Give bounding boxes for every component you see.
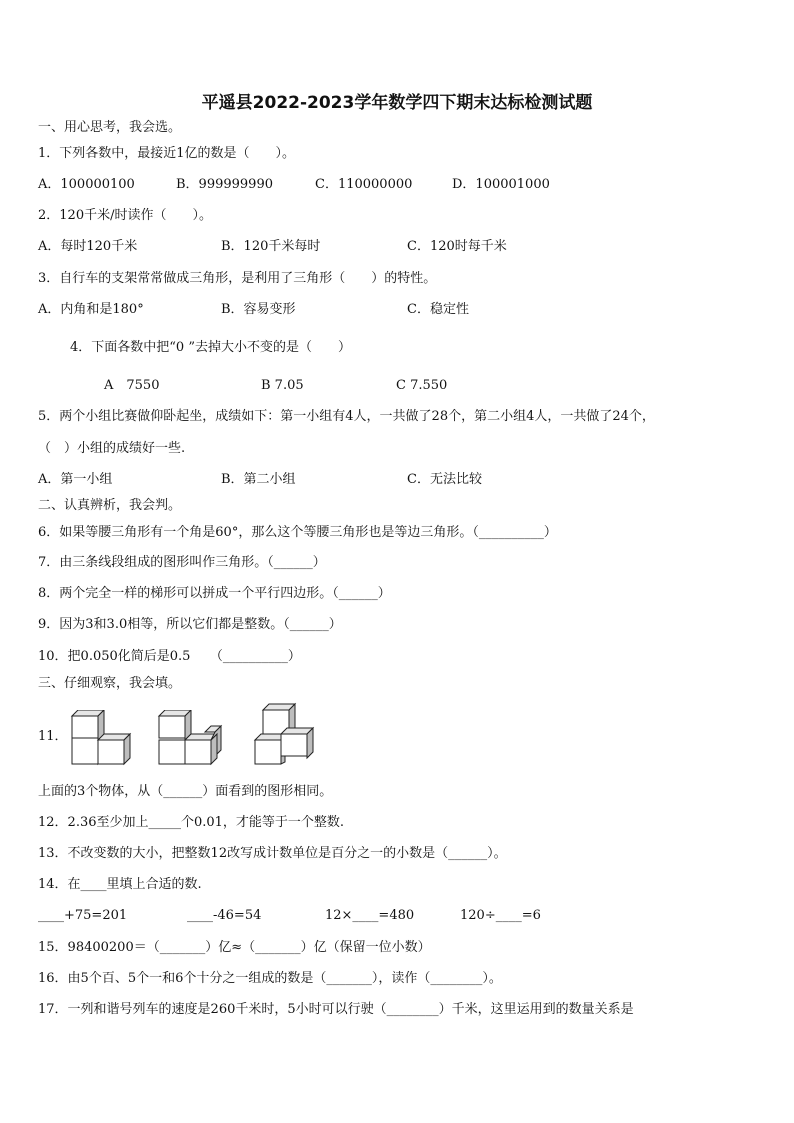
question-7: 7．由三条线段组成的图形叫作三角形。（______） [38, 555, 326, 570]
question-2-stem: 2．120千米/时读作（ ）。 [38, 208, 212, 223]
question-3-stem: 3．自行车的支架常常做成三角形，是利用了三角形（ ）的特性。 [38, 271, 437, 286]
question-11-text: 上面的3个物体，从（______）面看到的图形相同。 [38, 784, 333, 799]
question-1-option-a: A．100000100 [38, 177, 135, 192]
question-13: 13．不改变数的大小，把整数12改写成计数单位是百分之一的小数是（______）。 [38, 846, 507, 861]
question-6: 6．如果等腰三角形有一个角是60°，那么这个等腰三角形也是等边三角形。（__________） [38, 525, 557, 540]
section-heading-3: 三、仔细观察，我会填。 [38, 676, 182, 691]
question-4-option-c: C 7.550 [396, 378, 448, 393]
question-1-stem: 1．下列各数中，最接近1亿的数是（ ）。 [38, 146, 296, 161]
question-11-number: 11． [38, 729, 68, 744]
question-2-option-a: A．每时120千米 [38, 239, 138, 254]
question-14-stem: 14．在____里填上合适的数. [38, 877, 202, 892]
question-5-line2: （ ）小组的成绩好一些. [38, 441, 186, 456]
question-4-stem: 4．下面各数中把“0 ”去掉大小不变的是（ ） [70, 340, 351, 355]
question-8: 8．两个完全一样的梯形可以拼成一个平行四边形。（______） [38, 586, 391, 601]
question-4-option-a: A 7550 [104, 378, 160, 393]
question-12: 12．2.36至少加上_____个0.01，才能等于一个整数. [38, 815, 345, 830]
page-title: 平遥县2022-2023学年数学四下期末达标检测试题 [201, 93, 593, 113]
question-5-option-c: C．无法比较 [407, 472, 482, 487]
question-14-expr-3: 12×____=480 [325, 908, 415, 923]
question-1-option-c: C．110000000 [315, 177, 413, 192]
question-3-option-a: A．内角和是180° [38, 302, 144, 317]
question-15: 15．98400200＝（_______）亿≈（_______）亿（保留一位小数） [38, 940, 431, 955]
cube-figure-2 [157, 710, 229, 766]
question-2-option-b: B．120千米每时 [221, 239, 321, 254]
question-14-expr-1: ____+75=201 [38, 908, 128, 923]
section-heading-2: 二、认真辨析，我会判。 [38, 498, 182, 513]
cube-figure-1 [70, 710, 136, 766]
question-1-option-d: D．100001000 [452, 177, 550, 192]
question-16: 16．由5个百、5个一和6个十分之一组成的数是（_______），读作（________）。 [38, 971, 502, 986]
question-4-option-b: B 7.05 [261, 378, 304, 393]
question-5-option-b: B．第二小组 [221, 472, 296, 487]
question-5-option-a: A．第一小组 [38, 472, 113, 487]
question-3-option-c: C．稳定性 [407, 302, 469, 317]
question-17: 17．一列和谐号列车的速度是260千米时，5小时可以行驶（________）千米，这里运用到的数量关系是 [38, 1002, 634, 1017]
question-5-line1: 5．两个小组比赛做仰卧起坐，成绩如下：第一小组有4人，一共做了28个，第二小组4人，一共做了24个， [38, 409, 655, 424]
question-10: 10．把0.050化简后是0.5 （__________） [38, 649, 301, 664]
question-1-option-b: B．999999990 [176, 177, 273, 192]
question-14-expr-4: 120÷____=6 [460, 908, 541, 923]
question-2-option-c: C．120时每千米 [407, 239, 507, 254]
cube-figure-3 [253, 702, 323, 768]
question-9: 9．因为3和3.0相等，所以它们都是整数。（______） [38, 617, 342, 632]
section-heading-1: 一、用心思考，我会选。 [38, 120, 182, 135]
question-14-expr-2: ____-46=54 [187, 908, 262, 923]
question-3-option-b: B．容易变形 [221, 302, 296, 317]
